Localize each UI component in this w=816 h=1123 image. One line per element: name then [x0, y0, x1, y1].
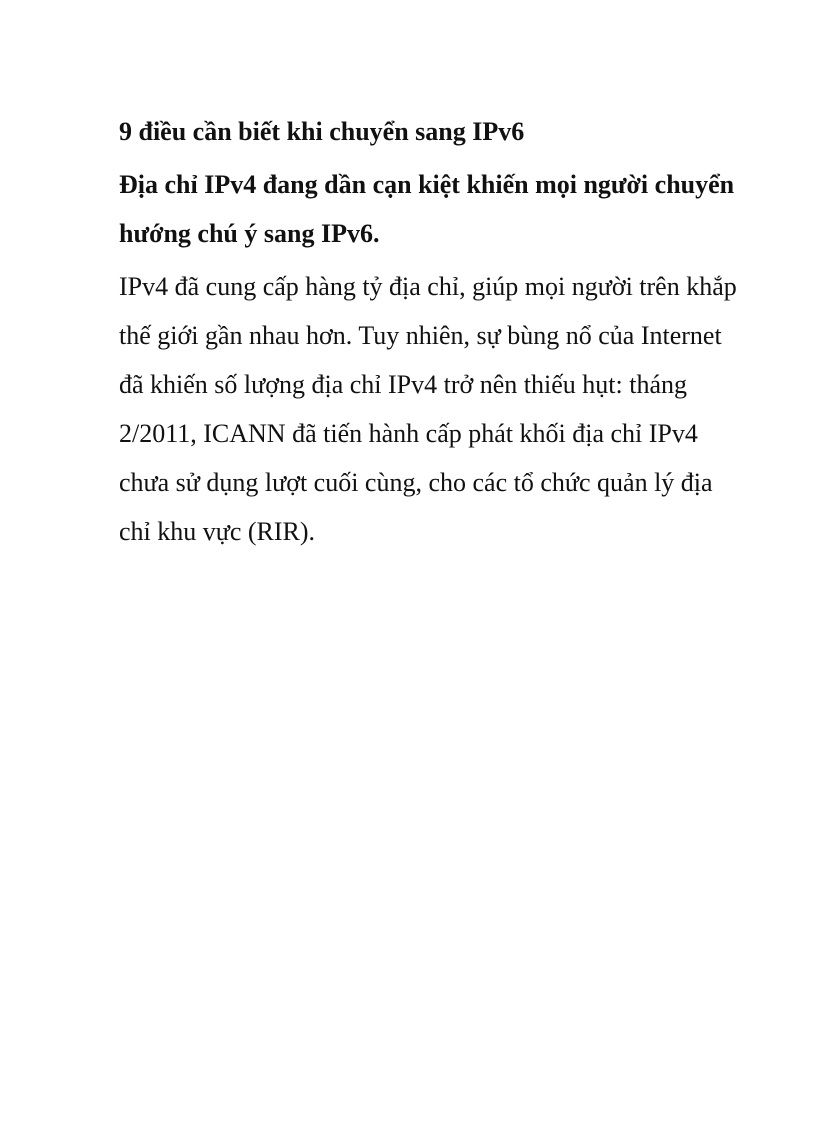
body-line: chỉ khu vực (RIR). [119, 517, 316, 546]
document-title: 9 điều cần biết khi chuyển sang IPv6 [119, 117, 525, 146]
body-line: thế giới gần nhau hơn. Tuy nhiên, sự bùng nổ của Internet [119, 321, 722, 350]
lead-line: Địa chỉ IPv4 đang dần cạn kiệt khiến mọi người chuyển [119, 170, 735, 199]
body-line: 2/2011, ICANN đã tiến hành cấp phát khối địa chỉ IPv4 [119, 419, 698, 448]
body-line: đã khiến số lượng địa chỉ IPv4 trở nên thiếu hụt: tháng [119, 370, 688, 399]
body-line: chưa sử dụng lượt cuối cùng, cho các tổ chức quản lý địa [119, 468, 713, 497]
body-paragraph [119, 262, 769, 556]
lead-line: hướng chú ý sang IPv6. [119, 219, 380, 248]
lead-paragraph [119, 160, 769, 258]
body-line: IPv4 đã cung cấp hàng tỷ địa chỉ, giúp mọi người trên khắp [119, 272, 737, 301]
document-page [119, 108, 769, 556]
